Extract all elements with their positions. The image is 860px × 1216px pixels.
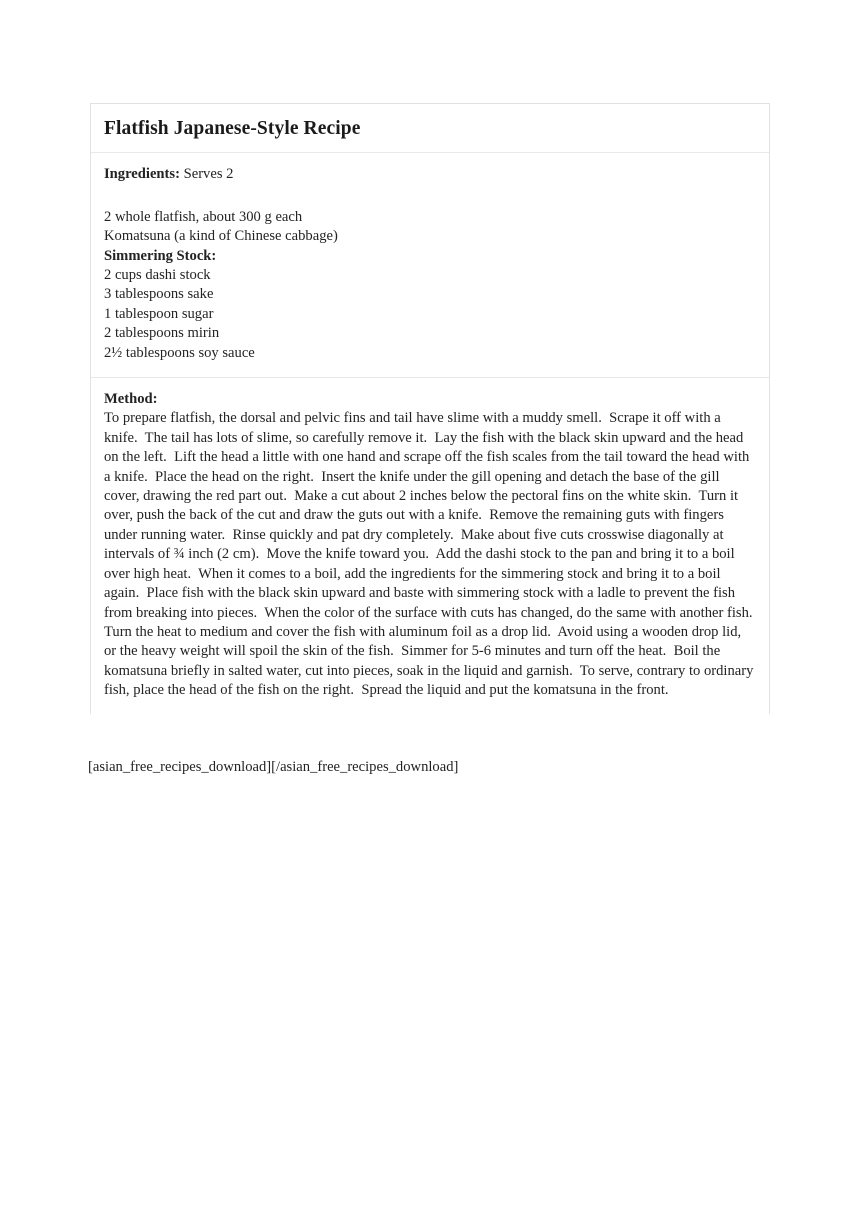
- list-item-subheading: Simmering Stock:: [104, 247, 217, 264]
- recipe-card: [90, 103, 770, 714]
- list-item: 1 tablespoon sugar: [104, 305, 214, 322]
- ingredients-spacer: [104, 188, 756, 207]
- ingredients-section: [91, 153, 769, 378]
- list-item: 2 cups dashi stock: [104, 267, 211, 284]
- download-shortcode-text: [asian_free_recipes_download][/asian_free_recipes_download]: [88, 759, 459, 775]
- ingredients-serves: Serves 2: [179, 166, 234, 182]
- list-item: 2 tablespoons mirin: [104, 325, 220, 342]
- list-item: 2½ tablespoons soy sauce: [104, 344, 255, 361]
- list-item: 3 tablespoons sake: [104, 286, 214, 303]
- method-section: [91, 378, 769, 714]
- ingredients-heading: [104, 165, 756, 184]
- ingredients-label: Ingredients:: [104, 166, 180, 182]
- page-title: Flatfish Japanese-Style Recipe: [104, 118, 361, 139]
- recipe-card-header: [91, 104, 769, 153]
- list-item: 2 whole flatfish, about 300 g each: [104, 208, 303, 225]
- method-heading: Method:: [104, 391, 158, 408]
- method-body-text: To prepare flatfish, the dorsal and pelvic fins and tail have slime with a muddy smell. Scrape it off with a knife. The tail has lots of slime, so carefully remove it. Lay the fish with the black skin upward and the head on the left. Lift the head a little with one hand and scrape off the fish scales from the tail toward the head with a knife. Place the head on the right. Insert the knife under the gill opening and detach the base of the gill cover, drawing the red part out. Make a cut about 2 inches below the pectoral fins on the white skin. Turn it over, push the back of the cut and draw the guts out with a knife. Remove the remaining guts with fingers under running water. Rinse quickly and pat dry completely. Make about five cuts crosswise diagonally at intervals of ¾ inch (2 cm). Move the knife toward you. Add the dashi stock to the pan and bring it to a boil over high heat. When it comes to a boil, add the ingredients for the simmering stock and bring it to a boil again. Place fish with the black skin upward and baste with simmering stock with a ladle to prevent the fish from breaking into pieces. When the color of the surface with cuts has changed, do the same with another fish. Turn the heat to medium and cover the fish with aluminum foil as a drop lid. Avoid using a wooden drop lid, or the heavy weight will spoil the skin of the fish. Simmer for 5-6 minutes and turn off the heat. Boil the komatsuna briefly in salted water, cut into pieces, soak in the liquid and garnish. To serve, contrary to ordinary fish, place the head of the fish on the right. Spread the liquid and put the komatsuna in the front.: [104, 410, 760, 699]
- list-item: Komatsuna (a kind of Chinese cabbage): [104, 228, 338, 245]
